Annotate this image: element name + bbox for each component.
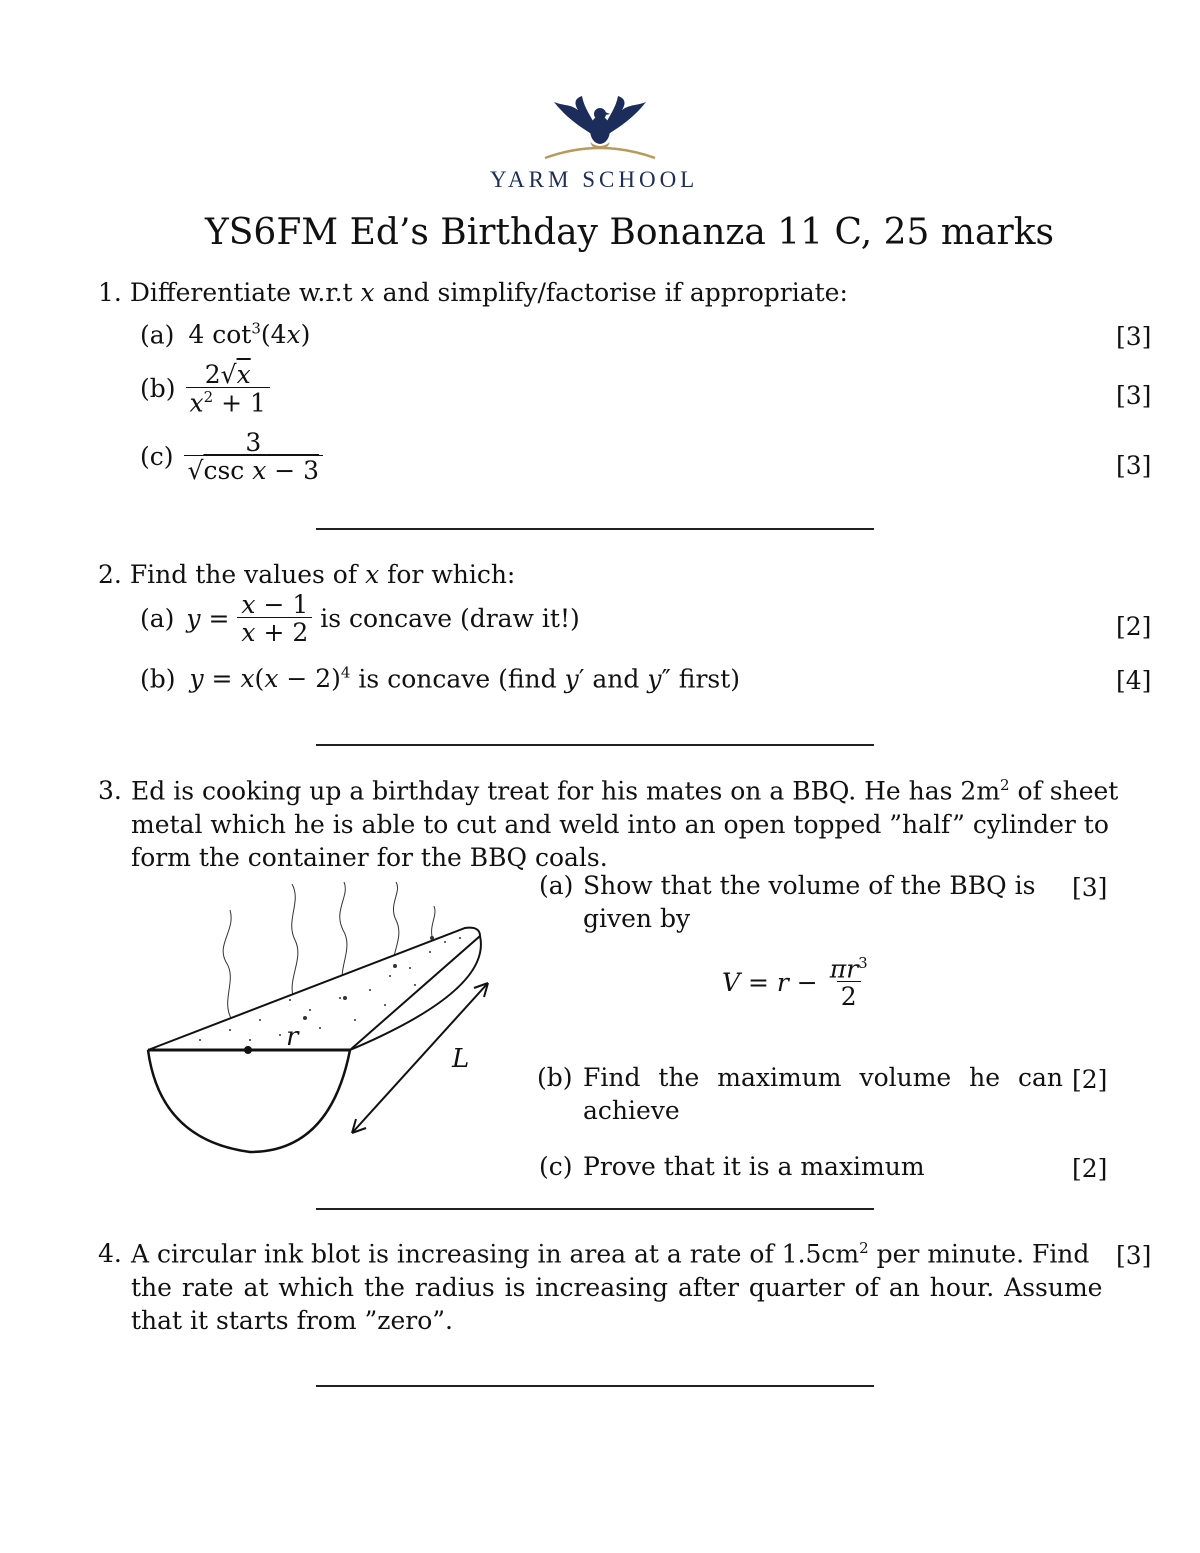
q1a [140, 320, 311, 350]
q2a-mark: [2] [1116, 612, 1152, 641]
bbq-diagram [140, 880, 505, 1170]
divider [316, 1208, 874, 1210]
q2b-expression: $y = x(x - 2)^4$ [189, 664, 351, 694]
q3b-text-2: achieve [583, 1096, 680, 1125]
q1-prompt-var: x [360, 278, 375, 307]
q4-number: 4. [98, 1239, 122, 1268]
q4-line-2: the rate at which the radius is increasing after quarter of an hour. Assume [131, 1273, 1103, 1302]
q4-line-1 [131, 1239, 1090, 1269]
diagram-l-label: L [452, 1044, 470, 1074]
q1c-mark: [3] [1116, 451, 1152, 480]
q2a-expression: y = $\frac{x - 1}{x + 2}$ [186, 592, 312, 645]
q1-number: 1. [98, 278, 122, 307]
q2a-text: is concave (draw it!) [320, 604, 580, 633]
q3-line-2: metal which he is able to cut and weld into an open topped ”half” cylinder to [131, 810, 1109, 839]
diagram-r-label: r [286, 1022, 299, 1052]
school-name: YARM SCHOOL [490, 167, 699, 192]
q4-line-3: that it starts from ”zero”. [131, 1306, 453, 1335]
divider [316, 1385, 874, 1387]
q2a-label: (a) [140, 604, 175, 633]
q3c-label: (c) [539, 1152, 573, 1181]
q2b-mark: [4] [1116, 666, 1152, 695]
q2-prompt-end: for which: [387, 560, 516, 589]
q3b-text-1: Find the maximum volume he can [583, 1063, 1064, 1092]
q4-mark: [3] [1116, 1241, 1152, 1270]
q3c-mark: [2] [1072, 1154, 1108, 1183]
q3a-text-2: given by [583, 904, 691, 933]
q1b-expression: $\frac{2√x}{x^2 + 1}$ [186, 362, 270, 415]
q3-line-3: form the container for the BBQ coals. [131, 843, 608, 872]
q2b [140, 664, 741, 694]
q2b-label: (b) [140, 664, 176, 694]
q2b-ydoubleprime: y″ [647, 664, 671, 694]
q2b-text: is concave (find [358, 664, 557, 694]
q1a-mark: [3] [1116, 322, 1152, 351]
q2-number: 2. [98, 560, 122, 589]
q1c [140, 430, 323, 483]
q1-prompt [98, 280, 848, 305]
q4-text-1-end: per minute. Find [868, 1239, 1090, 1269]
q2-prompt-text: Find the values of [129, 560, 358, 589]
q2b-end: first) [678, 664, 741, 694]
q3b-label: (b) [537, 1063, 573, 1092]
q1b-mark: [3] [1116, 381, 1152, 410]
q1-prompt-end: and simplify/factorise if appropriate: [382, 278, 848, 307]
school-crest [540, 90, 660, 165]
q3-text-1-end: of sheet [1009, 776, 1119, 806]
q1a-label: (a) [140, 320, 175, 350]
q3a-label: (a) [539, 871, 574, 900]
q3a-mark: [3] [1072, 873, 1108, 902]
q4-text-1: A circular ink blot is increasing in area at a rate of 1.5cm [131, 1239, 860, 1269]
q1b [140, 360, 270, 418]
q2-prompt-var: x [365, 560, 380, 589]
q3-number: 3. [98, 776, 122, 805]
q3a-formula: V = r − $\frac{\pi r^3}{2}$ [722, 954, 868, 1012]
q3-text-1: Ed is cooking up a birthday treat for his mates on a BBQ. He has 2m [131, 776, 1001, 806]
q3a-text-1: Show that the volume of the BBQ is [583, 871, 1036, 900]
q1c-label: (c) [140, 442, 174, 471]
q2b-and: and [592, 664, 640, 694]
page-title: YS6FM Ed’s Birthday Bonanza 11 C, 25 marks [205, 212, 1055, 253]
q1b-label: (b) [140, 374, 176, 404]
q2-prompt [98, 562, 515, 587]
q1c-expression: $\frac{3}{\text{√csc x − 3}}$ [184, 430, 324, 483]
q3b-mark: [2] [1072, 1065, 1108, 1094]
q2b-yprime: y′ [564, 664, 585, 694]
divider [316, 528, 874, 530]
q4-text-1-sup: 2 [859, 1239, 869, 1257]
q2a [140, 592, 580, 645]
divider [316, 744, 874, 746]
q3-text-1-sup: 2 [1000, 776, 1010, 794]
q3c-text: Prove that it is a maximum [583, 1152, 925, 1181]
q1-prompt-text: Differentiate w.r.t [129, 278, 353, 307]
q1a-expression: 4 $\cot^3(4x)$ [188, 320, 311, 350]
q3-line-1 [131, 776, 1119, 806]
